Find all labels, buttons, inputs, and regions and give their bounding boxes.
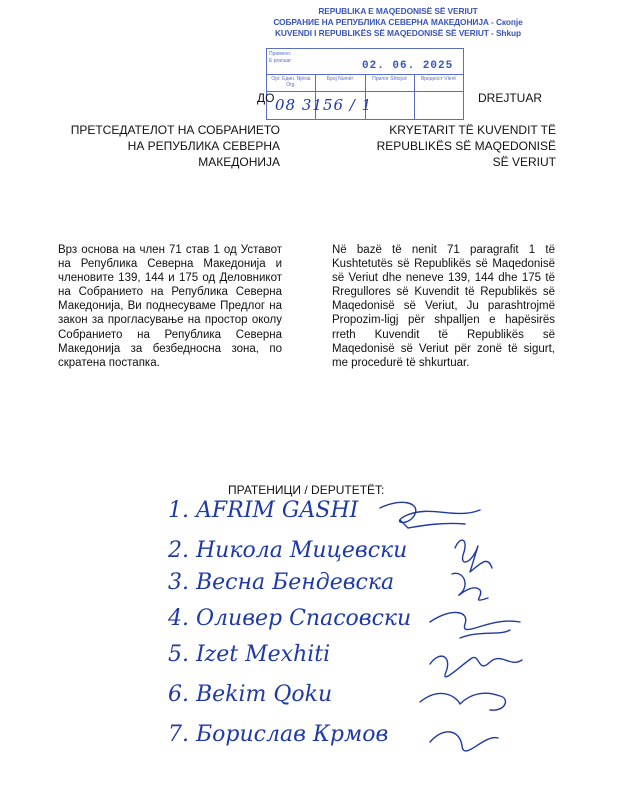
signature-3 bbox=[452, 573, 488, 600]
signatory-name: 7. Борислав Крмов bbox=[168, 722, 389, 747]
addressee-mk-line: НА РЕПУБЛИКА СЕВЕРНА bbox=[127, 139, 280, 153]
signatory-name: 5. Izet Mexhiti bbox=[168, 642, 331, 667]
stamp-line-1: REPUBLIKA E MAQEDONISË SË VERIUT bbox=[318, 6, 478, 16]
handwritten-signatures bbox=[360, 490, 630, 790]
signature-6 bbox=[420, 693, 505, 710]
signature-list bbox=[160, 490, 630, 800]
addressee-sq bbox=[350, 122, 556, 170]
signature-1 bbox=[380, 502, 480, 528]
signatory-name: 1. AFRIM GASHI bbox=[168, 498, 359, 523]
addressee-to-label-mk: ДО bbox=[257, 91, 275, 105]
signature-4 bbox=[430, 612, 520, 638]
signatory-name: 6. Bekim Qoku bbox=[168, 682, 333, 707]
signatory-name: 4. Оливер Спасовски bbox=[168, 606, 412, 631]
deputies-heading: ПРАТЕНИЦИ / DEPUTETËT: bbox=[228, 483, 385, 497]
stamp-line-2: СОБРАНИЕ НА РЕПУБЛИКА СЕВЕРНА МАКЕДОНИЈА - Скопје bbox=[273, 17, 523, 27]
stamp-col-number: Број Numër bbox=[326, 76, 354, 82]
addressee-sq-line: REPUBLIKËS SË MAQEDONISË bbox=[376, 139, 556, 153]
addressee-sq-line: SË VERIUT bbox=[492, 155, 556, 169]
registry-stamp-header bbox=[268, 6, 528, 39]
signature-2 bbox=[455, 540, 492, 572]
registry-stamp-grid bbox=[266, 48, 464, 120]
addressee-sq-line: KRYETARIT TË KUVENDIT TË bbox=[389, 123, 556, 137]
signatory-name: 2. Никола Мицевски bbox=[168, 538, 408, 563]
stamp-col-value: Вредност Vlerë bbox=[420, 76, 457, 82]
addressee-to-label-sq: DREJTUAR bbox=[478, 91, 543, 105]
stamp-received-label-mk: Примено: bbox=[269, 51, 292, 57]
signature-7 bbox=[430, 732, 498, 751]
registration-number: 08 3156 / 1 bbox=[275, 96, 373, 114]
addressee-mk-line: ПРЕТСЕДАТЕЛОТ НА СОБРАНИЕТО bbox=[70, 123, 280, 137]
body-text-mk: Врз основа на член 71 став 1 од Уставот на Република Северна Македонија и членовите 139, 144 и 175 од Деловникот на Собранието на Република Северна Македонија, Ви поднесуваме Предлог на закон за прогласување на простор околу Собранието на Република Северна Македонија за безбедносна зона, по скратена постапка. bbox=[58, 244, 282, 369]
addressee-mk bbox=[60, 122, 280, 170]
stamp-date: 02. 06. 2025 bbox=[362, 60, 454, 72]
stamp-col-attachment: Прилог Shtojcë bbox=[372, 76, 407, 82]
stamp-line-3: KUVENDI I REPUBLIKËS SË MAQEDONISË SË VERIUT - Shkup bbox=[274, 28, 522, 38]
addressee-mk-line: МАКЕДОНИЈА bbox=[198, 155, 280, 169]
stamp-received-label-sq: E pranuar: bbox=[269, 58, 293, 64]
signatory-name: 3. Весна Бендевска bbox=[168, 570, 395, 595]
body-text-sq: Në bazë të nenit 71 paragrafit 1 të Kushtetutës së Republikës së Maqedonisë së Veriut dhe neneve 139, 144 dhe 175 të Rregullores së Kuvendit të Republikës së Maqedonisë së Veriut, Ju parashtrojmë Propozim-ligj për shpalljen e hapësirës rreth Kuvendit të Republikës së Maqedonisë së Veriut për zonë të sigurt, me procedurë të shkurtuar. bbox=[332, 244, 555, 369]
stamp-col-org: Орг. Един. Njësia Org. bbox=[271, 76, 311, 88]
signature-5 bbox=[430, 656, 522, 677]
